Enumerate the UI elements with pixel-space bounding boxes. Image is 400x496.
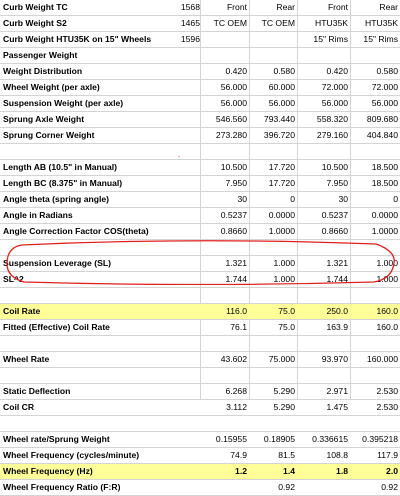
value-cell[interactable]: 7.950 — [225, 178, 247, 188]
table-row[interactable] — [0, 112, 400, 128]
value-cell[interactable]: 2.971 — [326, 386, 348, 396]
value-cell[interactable] — [350, 240, 400, 255]
value-cell[interactable]: 17.720 — [268, 162, 295, 172]
row-label-cell[interactable]: Coil CR — [3, 402, 35, 412]
header-row[interactable] — [0, 48, 400, 64]
value-cell[interactable]: 81.5 — [278, 450, 295, 460]
row-label-cell[interactable] — [3, 240, 173, 255]
row-label-cell[interactable] — [3, 368, 173, 383]
value-cell[interactable] — [350, 48, 400, 63]
value-cell[interactable]: 108.8 — [326, 450, 348, 460]
row-label-cell[interactable]: Sprung Corner Weight — [3, 130, 95, 140]
value-cell[interactable]: 250.0 — [326, 306, 348, 316]
value-cell[interactable]: 1.2 — [235, 466, 247, 476]
value-cell[interactable] — [350, 368, 400, 383]
value-cell[interactable] — [201, 480, 249, 495]
value-cell[interactable]: 1465 — [180, 18, 200, 28]
value-cell[interactable]: 0.15955 — [215, 434, 247, 444]
table-row[interactable] — [0, 448, 400, 464]
value-cell[interactable]: 75.0 — [278, 306, 295, 316]
table-row[interactable] — [0, 240, 400, 256]
value-cell[interactable]: 0.336615 — [312, 434, 348, 444]
value-cell[interactable] — [201, 144, 249, 159]
row-label-cell[interactable]: Wheel Frequency (cycles/minute) — [3, 450, 140, 460]
value-cell[interactable]: 56.000 — [268, 98, 295, 108]
row-label-cell[interactable]: Wheel rate/Sprung Weight — [3, 434, 110, 444]
table-row[interactable] — [0, 352, 400, 368]
value-cell[interactable]: 1.000 — [273, 258, 295, 268]
value-cell[interactable]: 1.744 — [225, 274, 247, 284]
value-cell[interactable]: Rear — [379, 2, 398, 12]
table-row[interactable] — [0, 288, 400, 304]
value-cell[interactable] — [249, 336, 297, 351]
value-cell[interactable]: 0.92 — [381, 482, 398, 492]
value-cell[interactable] — [297, 240, 350, 255]
table-row[interactable] — [0, 368, 400, 384]
table-row[interactable] — [0, 320, 400, 336]
row-label-cell[interactable] — [3, 288, 173, 303]
value-cell[interactable] — [297, 368, 350, 383]
value-cell[interactable] — [249, 416, 297, 431]
row-label-cell[interactable]: Fitted (Effective) Coil Rate — [3, 322, 110, 332]
row-label-cell[interactable]: Wheel Frequency (Hz) — [3, 466, 93, 476]
value-cell[interactable]: Front — [327, 2, 348, 12]
header-row[interactable] — [0, 16, 400, 32]
value-cell[interactable] — [297, 480, 350, 495]
value-cell[interactable]: 1.000 — [376, 274, 398, 284]
value-cell[interactable]: 1.321 — [225, 258, 247, 268]
value-cell[interactable]: Front — [226, 2, 247, 12]
red-annotation-mark: . — [178, 150, 181, 159]
value-cell[interactable]: 0.580 — [273, 66, 295, 76]
value-cell[interactable]: 0 — [290, 194, 295, 204]
value-cell[interactable] — [249, 368, 297, 383]
table-row[interactable] — [0, 400, 400, 416]
value-cell[interactable] — [201, 48, 249, 63]
value-cell[interactable]: 1596 — [180, 34, 200, 44]
value-cell[interactable] — [249, 144, 297, 159]
value-cell[interactable]: 2.0 — [386, 466, 398, 476]
row-label-cell[interactable]: Sprung Axle Weight — [3, 114, 85, 124]
value-cell[interactable]: 1.4 — [283, 466, 295, 476]
value-cell[interactable]: 160.0 — [376, 322, 398, 332]
header-row[interactable] — [0, 0, 400, 16]
value-cell[interactable]: 18.500 — [371, 162, 398, 172]
value-cell[interactable]: 74.9 — [230, 450, 247, 460]
value-cell[interactable]: HTU35K — [365, 18, 398, 28]
table-row[interactable] — [0, 432, 400, 448]
value-cell[interactable] — [297, 288, 350, 303]
value-cell[interactable]: 0.92 — [278, 482, 295, 492]
row-label-cell[interactable]: Suspension Weight (per axle) — [3, 98, 124, 108]
value-cell[interactable]: 1.0000 — [268, 226, 295, 236]
row-label-cell[interactable] — [3, 336, 173, 351]
value-cell[interactable]: 18.500 — [371, 178, 398, 188]
value-cell[interactable]: 793.440 — [263, 114, 295, 124]
value-cell[interactable]: 43.602 — [220, 354, 247, 364]
value-cell[interactable]: 546.560 — [215, 114, 247, 124]
value-cell[interactable]: 0.420 — [326, 66, 348, 76]
value-cell[interactable]: 3.112 — [226, 402, 247, 412]
row-label-cell[interactable]: Passenger Weight — [3, 50, 78, 60]
row-label-cell[interactable]: Angle theta (spring angle) — [3, 194, 109, 204]
value-cell[interactable] — [201, 240, 249, 255]
row-label-cell[interactable] — [3, 144, 173, 159]
table-row[interactable] — [0, 464, 400, 480]
value-cell[interactable]: 0.395218 — [362, 434, 398, 444]
row-label-cell[interactable]: Curb Weight HTU35K on 15" Wheels — [3, 34, 152, 44]
table-row[interactable] — [0, 144, 400, 160]
value-cell[interactable]: TC OEM — [213, 18, 247, 28]
value-cell[interactable]: 279.160 — [316, 130, 348, 140]
value-cell[interactable]: 1.0000 — [371, 226, 398, 236]
value-cell[interactable]: 72.000 — [321, 82, 348, 92]
value-cell[interactable]: 1568 — [180, 2, 200, 12]
table-row[interactable] — [0, 128, 400, 144]
table-row[interactable] — [0, 80, 400, 96]
value-cell[interactable] — [297, 416, 350, 431]
value-cell[interactable]: 75.000 — [268, 354, 295, 364]
value-cell[interactable]: HTU35K — [315, 18, 348, 28]
row-label-cell[interactable]: Wheel Weight (per axle) — [3, 82, 100, 92]
row-label-cell[interactable]: Angle in Radians — [3, 210, 73, 220]
row-label-cell[interactable]: Angle Correction Factor COS(theta) — [3, 226, 149, 236]
value-cell[interactable]: 116.0 — [226, 306, 247, 316]
table-row[interactable] — [0, 96, 400, 112]
value-cell[interactable]: 160.000 — [366, 354, 398, 364]
row-label-cell[interactable]: Curb Weight TC — [3, 2, 68, 12]
row-label-cell[interactable]: Static Deflection — [3, 386, 71, 396]
value-cell[interactable]: 0.8660 — [220, 226, 247, 236]
row-label-cell[interactable]: Wheel Frequency Ratio (F:R) — [3, 482, 121, 492]
value-cell[interactable] — [201, 368, 249, 383]
table-row[interactable] — [0, 208, 400, 224]
row-label-cell[interactable]: Weight Distribution — [3, 66, 83, 76]
value-cell[interactable]: 15" Rims — [313, 34, 348, 44]
value-cell[interactable]: 0.0000 — [371, 210, 398, 220]
value-cell[interactable]: 160.0 — [376, 306, 398, 316]
value-cell[interactable] — [201, 416, 249, 431]
value-cell[interactable]: 56.000 — [321, 98, 348, 108]
value-cell[interactable]: 0 — [393, 194, 398, 204]
value-cell[interactable]: 404.840 — [366, 130, 398, 140]
value-cell[interactable]: 93.970 — [321, 354, 348, 364]
value-cell[interactable] — [201, 288, 249, 303]
value-cell[interactable] — [201, 32, 249, 47]
value-cell[interactable]: 0.580 — [376, 66, 398, 76]
value-cell[interactable] — [249, 240, 297, 255]
value-cell[interactable]: 117.9 — [377, 450, 398, 460]
value-cell[interactable]: 809.680 — [366, 114, 398, 124]
table-row[interactable] — [0, 416, 400, 432]
value-cell[interactable]: 1.000 — [273, 274, 295, 284]
value-cell[interactable]: 56.000 — [220, 82, 247, 92]
value-cell[interactable]: 1.475 — [326, 402, 348, 412]
row-label-cell[interactable]: Wheel Rate — [3, 354, 50, 364]
value-cell[interactable]: 1.8 — [336, 466, 348, 476]
table-row[interactable] — [0, 304, 400, 320]
value-cell[interactable]: 0.5237 — [321, 210, 348, 220]
value-cell[interactable]: 15" Rims — [363, 34, 398, 44]
value-cell[interactable]: 1.744 — [326, 274, 348, 284]
value-cell[interactable]: 76.1 — [230, 322, 247, 332]
value-cell[interactable] — [350, 144, 400, 159]
value-cell[interactable] — [249, 288, 297, 303]
value-cell[interactable]: 1.321 — [326, 258, 348, 268]
value-cell[interactable] — [297, 48, 350, 63]
row-label-cell[interactable]: Length BC (8.375" in Manual) — [3, 178, 123, 188]
value-cell[interactable]: 30 — [338, 194, 348, 204]
value-cell[interactable]: 163.9 — [326, 322, 348, 332]
value-cell[interactable]: 10.500 — [220, 162, 247, 172]
value-cell[interactable]: TC OEM — [261, 18, 295, 28]
table-row[interactable] — [0, 336, 400, 352]
value-cell[interactable]: 72.000 — [371, 82, 398, 92]
value-cell[interactable] — [350, 336, 400, 351]
table-row[interactable] — [0, 384, 400, 400]
value-cell[interactable]: 7.950 — [326, 178, 348, 188]
value-cell[interactable]: 2.530 — [376, 386, 398, 396]
row-label-cell[interactable]: Coil Rate — [3, 306, 41, 316]
table-row[interactable] — [0, 272, 400, 288]
value-cell[interactable]: 75.0 — [278, 322, 295, 332]
value-cell[interactable] — [201, 336, 249, 351]
value-cell[interactable]: 2.530 — [376, 402, 398, 412]
row-label-cell[interactable]: Curb Weight S2 — [3, 18, 67, 28]
table-row[interactable] — [0, 176, 400, 192]
row-label-cell[interactable]: SL^2 — [3, 274, 24, 284]
value-cell[interactable] — [174, 48, 200, 63]
value-cell[interactable]: 17.720 — [268, 178, 295, 188]
value-cell[interactable]: 558.320 — [316, 114, 348, 124]
value-cell[interactable]: 5.290 — [273, 402, 295, 412]
table-row[interactable] — [0, 224, 400, 240]
row-label-cell[interactable] — [3, 416, 173, 431]
value-cell[interactable] — [350, 288, 400, 303]
value-cell[interactable]: Rear — [276, 2, 295, 12]
value-cell[interactable] — [249, 48, 297, 63]
value-cell[interactable]: 56.000 — [220, 98, 247, 108]
table-row[interactable] — [0, 256, 400, 272]
value-cell[interactable]: 30 — [237, 194, 247, 204]
value-cell[interactable]: 1.000 — [376, 258, 398, 268]
value-cell[interactable]: 0.8660 — [321, 226, 348, 236]
value-cell[interactable]: 6.268 — [225, 386, 247, 396]
value-cell[interactable]: 60.000 — [268, 82, 295, 92]
table-row[interactable] — [0, 160, 400, 176]
value-cell[interactable]: 10.500 — [321, 162, 348, 172]
value-cell[interactable]: 0.18905 — [263, 434, 295, 444]
table-row[interactable] — [0, 192, 400, 208]
value-cell[interactable] — [297, 336, 350, 351]
header-row[interactable] — [0, 32, 400, 48]
value-cell[interactable]: 0.0000 — [268, 210, 295, 220]
value-cell[interactable]: 273.280 — [215, 130, 247, 140]
value-cell[interactable]: 396.720 — [263, 130, 295, 140]
table-row[interactable] — [0, 480, 400, 496]
value-cell[interactable]: 56.000 — [371, 98, 398, 108]
value-cell[interactable] — [350, 416, 400, 431]
row-label-cell[interactable]: Suspension Leverage (SL) — [3, 258, 111, 268]
value-cell[interactable]: 5.290 — [273, 386, 295, 396]
value-cell[interactable]: 0.5237 — [220, 210, 247, 220]
value-cell[interactable]: 0.420 — [225, 66, 247, 76]
row-label-cell[interactable]: Length AB (10.5" in Manual) — [3, 162, 118, 172]
value-cell[interactable] — [249, 32, 297, 47]
value-cell[interactable] — [297, 144, 350, 159]
table-row[interactable] — [0, 64, 400, 80]
